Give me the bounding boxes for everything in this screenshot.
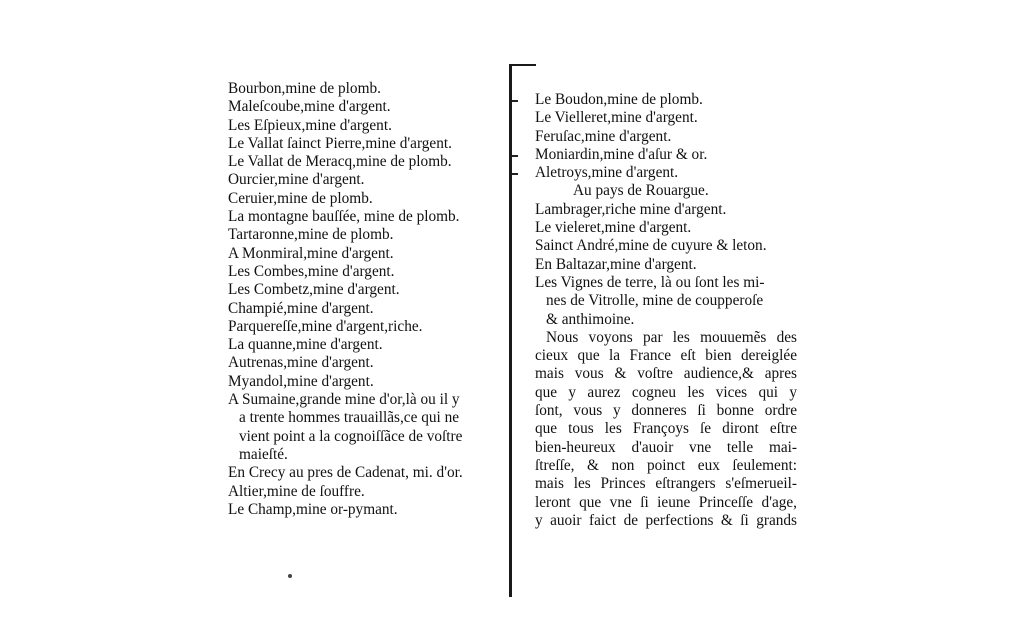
- gutter-edge-mark: [512, 64, 536, 66]
- paragraph-line: Nous voyons par les mouuemẽs des: [546, 328, 797, 346]
- paragraph-line: y auoir faict de perfections & ſi grands: [535, 511, 797, 529]
- text-line: En Crecy au pres de Cadenat, mi. d'or.: [228, 464, 463, 482]
- text-line: Bourbon,mine de plomb.: [228, 80, 381, 97]
- text-line: Moniardin,mine d'aſur & or.: [535, 145, 708, 163]
- text-line: maieſté.: [239, 445, 288, 463]
- text-line: Le Vallat ſainct Pierre,mine d'argent.: [228, 134, 452, 152]
- text-line: En Baltazar,mine d'argent.: [535, 255, 697, 273]
- text-line: Feruſac,mine d'argent.: [535, 127, 672, 145]
- paragraph-line: bien-heureux d'auoir vne telle mai-: [535, 438, 797, 456]
- text-line: Le Vallat de Meracq,mine de plomb.: [228, 153, 452, 171]
- text-line: Ourcier,mine d'argent.: [228, 171, 365, 189]
- text-line: & anthimoine.: [546, 310, 635, 328]
- text-line: vient point a la cognoiſſãce de voſtre: [239, 427, 463, 445]
- text-line: Myandol,mine d'argent.: [228, 372, 374, 390]
- text-line: La quanne,mine d'argent.: [228, 336, 383, 354]
- paragraph-line: mais les Princes eſtrangers s'eſmerueil-: [535, 475, 797, 493]
- text-line: Tartaronne,mine de plomb.: [228, 226, 394, 244]
- text-line: Les Vignes de terre, là ou ſont les mi-: [535, 273, 765, 291]
- text-line: Le Boudon,mine de plomb.: [535, 91, 703, 108]
- ink-speck: [288, 574, 292, 578]
- paragraph-line: que y aurez cogneu les vices qui y: [535, 383, 797, 401]
- paragraph-line: leront que vne ſi ieune Princeſſe d'age,: [535, 493, 797, 511]
- text-line: La montagne bauſſée, mine de plomb.: [228, 208, 460, 226]
- text-line: Autrenas,mine d'argent.: [228, 354, 374, 372]
- book-gutter: [509, 64, 512, 597]
- text-line: Maleſcoube,mine d'argent.: [228, 98, 391, 116]
- paragraph-line: mais vous & voſtre audience,& apres: [535, 365, 797, 383]
- text-line: Aletroys,mine d'argent.: [535, 164, 679, 182]
- text-line: Sainct André,mine de cuyure & leton.: [535, 237, 767, 255]
- text-line: A Monmiral,mine d'argent.: [228, 244, 394, 262]
- gutter-bracket-mark: [512, 155, 518, 157]
- text-line: nes de Vitrolle, mine de coupperoſe: [546, 292, 764, 310]
- text-line: Altier,mine de ſouffre.: [228, 482, 365, 500]
- gutter-bracket-mark: [512, 173, 518, 175]
- paragraph-line: ſont, vous y donneres ſi bonne ordre: [535, 402, 797, 420]
- text-line: A Sumaine,grande mine d'or,là ou il y: [228, 391, 460, 409]
- text-line: a trente hommes trauaillãs,ce qui ne: [239, 409, 460, 427]
- text-line: Le vieleret,mine d'argent.: [535, 219, 692, 237]
- gutter-bracket-mark: [512, 100, 518, 102]
- text-line: Champié,mine d'argent.: [228, 299, 374, 317]
- text-line: Les Combetz,mine d'argent.: [228, 281, 400, 299]
- text-line: Le Champ,mine or-pymant.: [228, 500, 398, 518]
- text-line: Ceruier,mine de plomb.: [228, 189, 373, 207]
- paragraph-line: ſtreſſe, & non poinct eux ſeulement:: [535, 456, 797, 474]
- right-page-text: [535, 91, 797, 530]
- text-line: Le Vielleret,mine d'argent.: [535, 109, 698, 127]
- paragraph-line: cieux que la France eſt bien dereiglée: [535, 347, 797, 365]
- left-page-text: [228, 80, 498, 519]
- text-line: Les Eſpieux,mine d'argent.: [228, 116, 392, 134]
- paragraph-line: que tous les Françoys ſe diront eſtre: [535, 420, 797, 438]
- text-line: Lambrager,riche mine d'argent.: [535, 200, 727, 218]
- section-heading: Au pays de Rouargue.: [573, 182, 709, 200]
- text-line: Les Combes,mine d'argent.: [228, 262, 395, 280]
- text-line: Parquereſſe,mine d'argent,riche.: [228, 317, 423, 335]
